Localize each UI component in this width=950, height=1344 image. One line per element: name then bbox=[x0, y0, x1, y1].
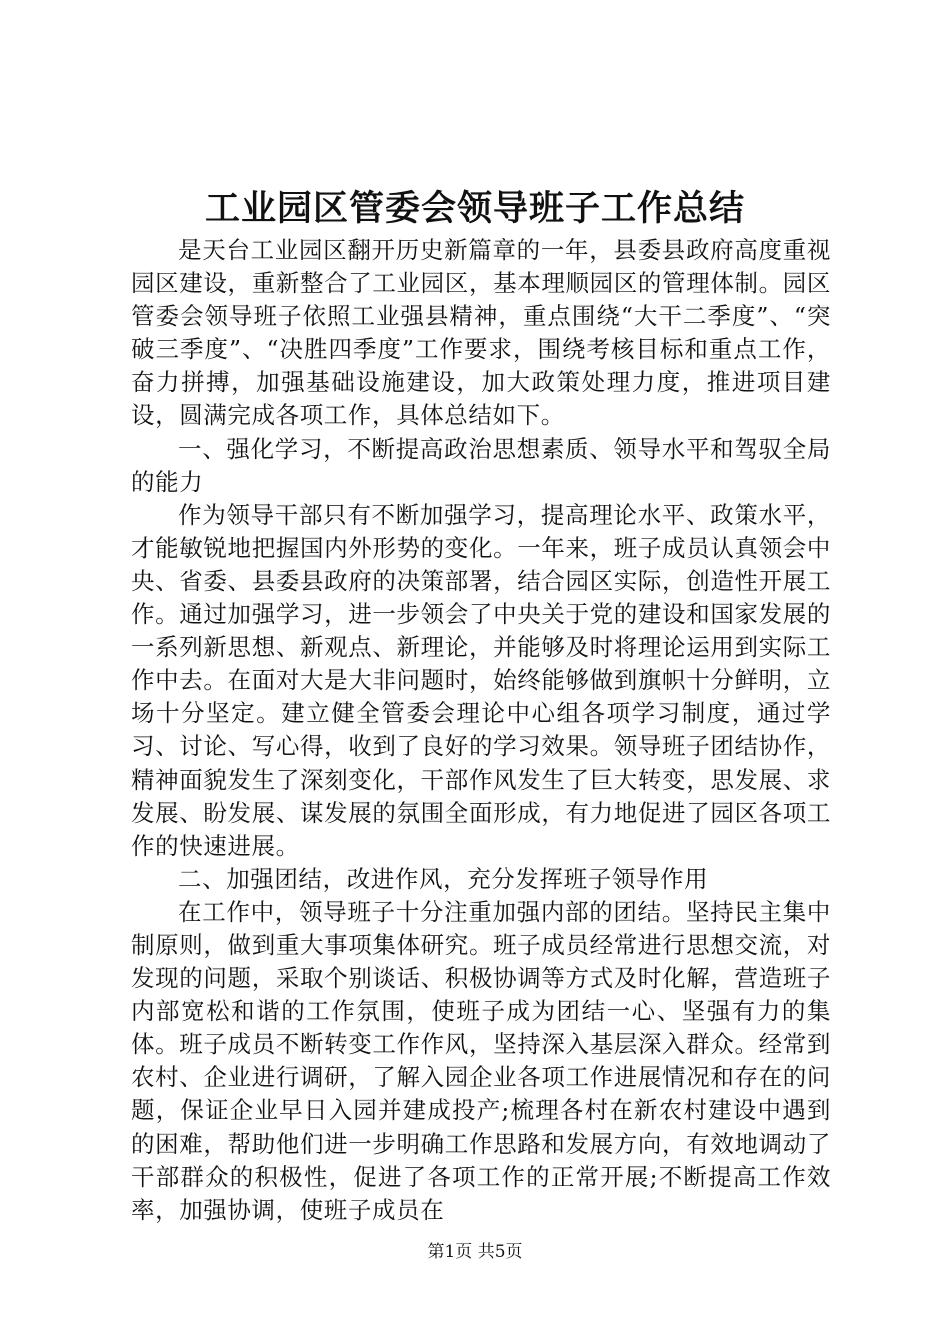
intro-paragraph: 是天台工业园区翻开历史新篇章的一年，县委县政府高度重视园区建设，重新整合了工业园区，基本理顺园区的管理体制。园区管委会领导班子依照工业强县精神，重点围绕“大干二季度”、“突破三季度”、“决胜四季度”工作要求，围绕考核目标和重点工作，奋力拼搏，加强基础设施建设，加大政策处理力度，推进项目建设，圆满完成各项工作，具体总结如下。 bbox=[131, 236, 831, 430]
document-body bbox=[131, 234, 831, 1227]
section-paragraph-2: 在工作中，领导班子十分注重加强内部的团结。坚持民主集中制原则，做到重大事项集体研究。班子成员经常进行思想交流，对发现的问题，采取个别谈话、积极协调等方式及时化解，营造班子内部宽松和谐的工作氛围，使班子成为团结一心、坚强有力的集体。班子成员不断转变工作作风，坚持深入基层深入群众。经常到农村、企业进行调研，了解入园企业各项工作进展情况和存在的问题，保证企业早日入园并建成投产;梳理各村在新农村建设中遇到的困难，帮助他们进一步明确工作思路和发展方向，有效地调动了干部群众的积极性，促进了各项工作的正常开展;不断提高工作效率，加强协调，使班子成员在 bbox=[131, 897, 831, 1224]
section-heading-2: 二、加强团结，改进作风，充分发挥班子领导作用 bbox=[178, 864, 709, 893]
document-title: 工业园区管委会领导班子工作总结 bbox=[204, 188, 745, 229]
page-footer: 第1页 共5页 bbox=[427, 1242, 523, 1262]
section-paragraph-1: 作为领导干部只有不断加强学习，提高理论水平、政策水平，才能敏锐地把握国内外形势的变化。一年来，班子成员认真领会中央、省委、县委县政府的决策部署，结合园区实际，创造性开展工作。通过加强学习，进一步领会了中央关于党的建设和国家发展的一系列新思想、新观点、新理论，并能够及时将理论运用到实际工作中去。在面对大是大非问题时，始终能够做到旗帜十分鲜明，立场十分坚定。建立健全管委会理论中心组各项学习制度，通过学习、讨论、写心得，收到了良好的学习效果。领导班子团结协作，精神面貌发生了深刻变化，干部作风发生了巨大转变，思发展、求发展、盼发展、谋发展的氛围全面形成，有力地促进了园区各项工作的快速进展。 bbox=[131, 500, 831, 860]
section-heading-1: 一、强化学习，不断提高政治思想素质、领导水平和驾驭全局的能力 bbox=[131, 434, 831, 496]
